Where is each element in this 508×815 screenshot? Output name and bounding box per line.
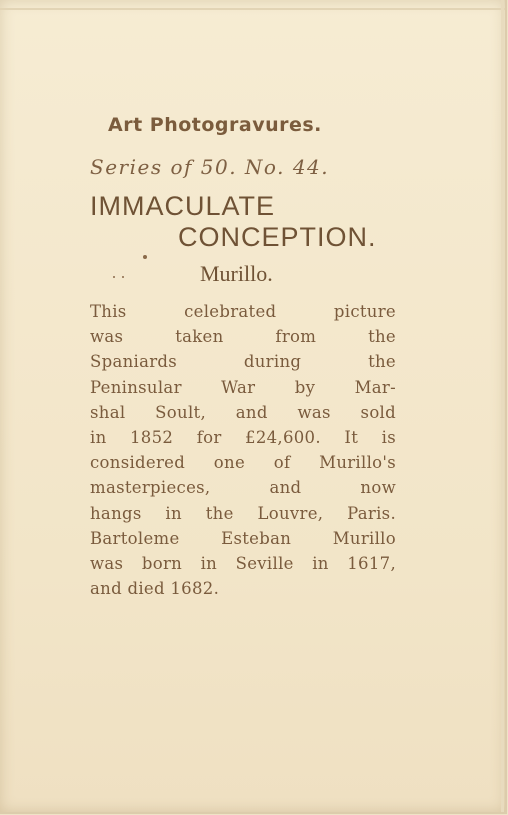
description-line: hangs in the Louvre, Paris. bbox=[90, 503, 396, 523]
ink-speck bbox=[113, 276, 115, 278]
description-line: Spaniards during the bbox=[90, 352, 396, 372]
artist-name: Murillo. bbox=[200, 261, 273, 286]
artwork-title-line-2: CONCEPTION. bbox=[178, 222, 377, 252]
description-line: This celebrated picture bbox=[90, 302, 396, 321]
description-line: Peninsular War by Mar- bbox=[90, 377, 396, 397]
series-number: Series of 50. No. 44. bbox=[90, 155, 330, 179]
ink-speck bbox=[143, 255, 147, 259]
description-text bbox=[90, 299, 396, 601]
description-line: Bartoleme Esteban Murillo bbox=[90, 528, 396, 548]
description-line: shal Soult, and was sold bbox=[90, 402, 396, 422]
description-line: in 1852 for £24,600. It is bbox=[90, 428, 396, 448]
description-line: and died 1682. bbox=[90, 579, 220, 599]
ink-speck bbox=[122, 276, 124, 278]
artwork-title-line-1: IMMACULATE bbox=[90, 191, 276, 221]
description-line: was taken from the bbox=[90, 327, 396, 347]
card-right-edge bbox=[501, 0, 504, 812]
card-top-edge bbox=[0, 8, 505, 10]
description-line: was born in Seville in 1617, bbox=[90, 554, 396, 574]
description-line: masterpieces, and now bbox=[90, 478, 396, 498]
series-heading: Art Photogravures. bbox=[108, 114, 322, 136]
description-line: considered one of Murillo's bbox=[90, 453, 396, 473]
